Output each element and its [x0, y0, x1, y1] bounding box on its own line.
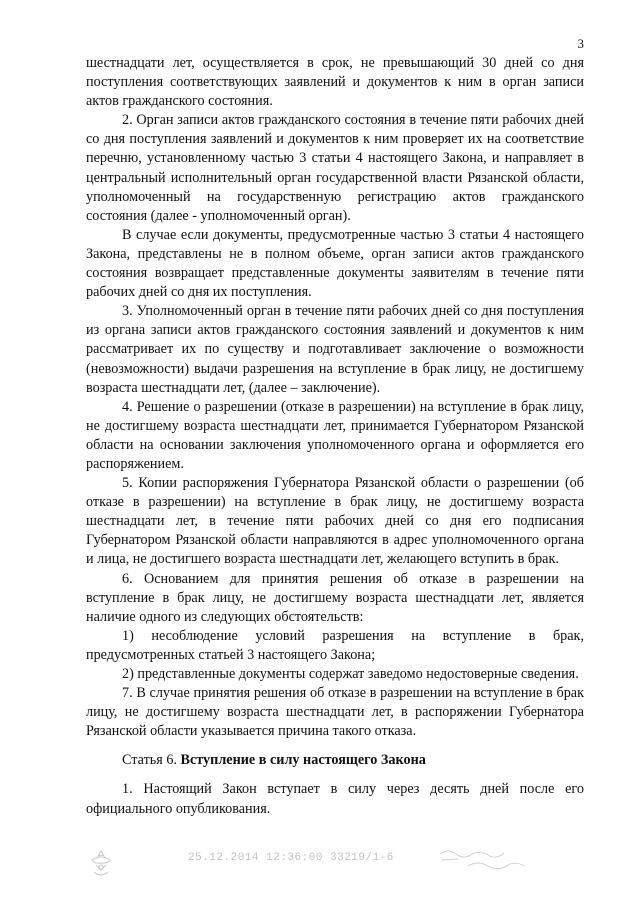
article-label: Статья 6.	[122, 752, 177, 769]
document-body	[86, 54, 584, 819]
paragraph-group-bottom	[86, 780, 584, 818]
page-number: 3	[577, 36, 584, 51]
paragraph: 1) несоблюдение условий разрешения на вступление в брак, предусмотренных статьей 3 настоящего Закона;	[86, 627, 584, 663]
paragraph: 7. В случае принятия решения об отказе в разрешении на вступление в брак лицу, не достигшему возраста шестнадцати лет, в распоряжении Губернатора Рязанской области указывается причина такого отказа.	[86, 685, 584, 740]
paragraph: 6. Основанием для принятия решения об отказе в разрешении на вступление в брак лицу, не достигшему возраста шестнадцати лет, является наличие одного из следующих обстоятельств:	[86, 570, 584, 625]
paragraph: 2) представленные документы содержат заведомо недостоверные сведения.	[122, 666, 579, 682]
footer-date: 25.12.2014 12:36:00	[188, 852, 323, 864]
paragraph: В случае если документы, предусмотренные частью 3 статьи 4 настоящего Закона, представлены не в полном объеме, орган записи актов гражданского состояния возвращает представленные документы заявителям в течение пяти рабочих дней со дня их поступления.	[86, 226, 584, 301]
footer-stamp	[0, 844, 640, 904]
paragraph: 4. Решение о разрешении (отказе в разрешении) на вступление в брак лицу, не достигшему возраста шестнадцати лет, принимается Губернатором Рязанской области на основании заключения уполномоченного органа и оформляется его распоряжением.	[86, 398, 584, 472]
handwritten-mark-icon	[438, 846, 528, 876]
emblem-icon	[86, 848, 116, 882]
paragraph: 3. Уполномоченный орган в течение пяти рабочих дней со дня поступления из органа записи актов гражданского состояния заявлений и документов к ним рассматривает их по существу и подготавливает заключение о возможности (невозможности) выдачи разрешения на вступление в брак лицу, не достигшему возраста шестнадцати лет, (далее – заключение).	[86, 303, 584, 396]
paragraph: 1. Настоящий Закон вступает в силу через десять дней после его официального опубликования.	[86, 781, 584, 817]
article-title: Вступление в силу настоящего Закона	[180, 752, 426, 769]
article-heading	[86, 751, 584, 770]
footer-doc-number: 33219/1-6	[330, 852, 394, 864]
paragraph-group-top	[86, 54, 584, 741]
paragraph: 2. Орган записи актов гражданского состояния в течение пяти рабочих дней со дня поступления заявлений и документов к ним проверяет их на соответствие перечню, установленному частью 3 статьи 4 настоящего Закона, и направляет в центральный исполнительный орган государственной власти Рязанской области, уполномоченный на государственную регистрацию актов гражданского состояния (далее - уполномоченный орган).	[86, 112, 584, 224]
paragraph: 5. Копии распоряжения Губернатора Рязанской области о разрешении (об отказе в разрешении) на вступление в брак лицу, не достигшему возраста шестнадцати лет, в течение пяти рабочих дней со дня его подписания Губернатором Рязанской области направляются в адрес уполномоченного органа и лица, не достигшего возраста шестнадцати лет, желающего вступить в брак.	[86, 475, 584, 568]
paragraph: шестнадцати лет, осуществляется в срок, не превышающий 30 дней со дня поступления соответствующих заявлений и документов к ним в орган записи актов гражданского состояния.	[86, 55, 584, 110]
